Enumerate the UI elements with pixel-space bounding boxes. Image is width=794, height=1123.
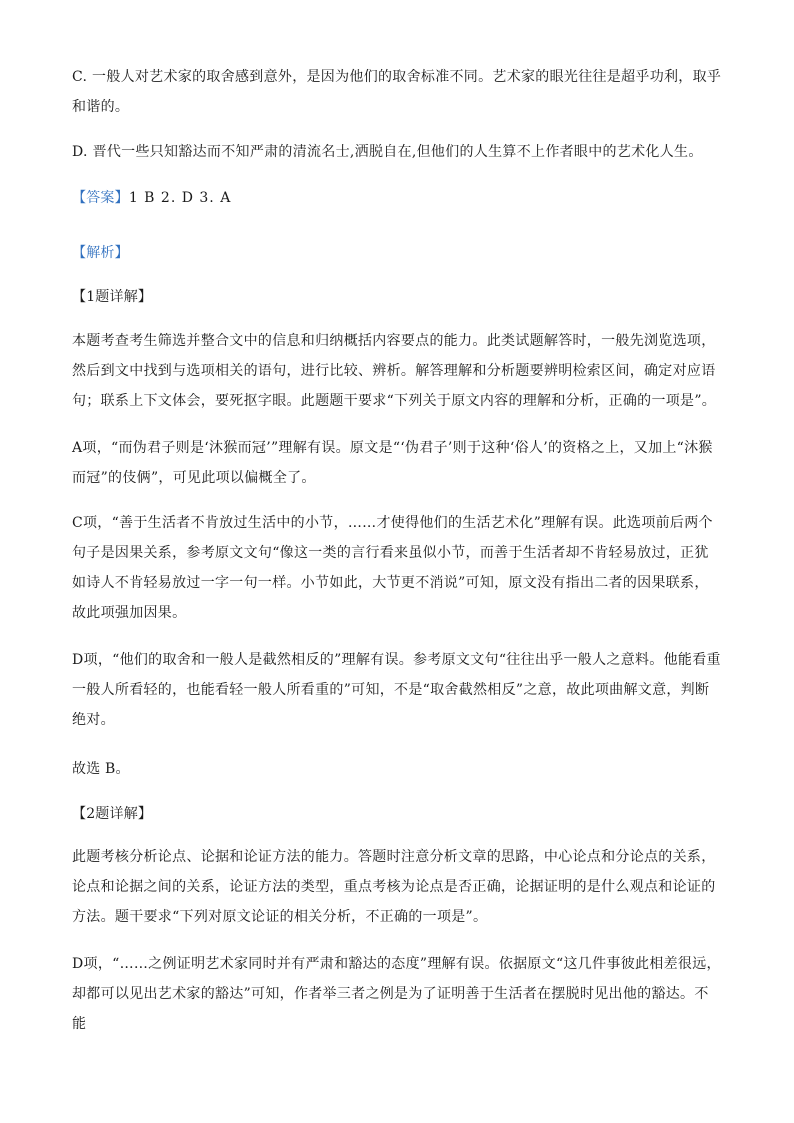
q1-heading: 【1题详解】 [72,289,153,305]
answer-line [72,189,231,207]
option-d: D. 晋代一些只知豁达而不知严肃的清流名士,洒脱自在,但他们的人生算不上作者眼中的艺术化人生。 [72,144,703,160]
q2-heading: 【2题详解】 [72,806,153,822]
answer-text: 1 B 2. D 3. A [128,190,232,206]
q2-intro: 此题考核分析论点、论据和论证方法的能力。答题时注意分析文章的思路，中心论点和分论点的关系，论点和论据之间的关系，论证方法的类型，重点考核为论点是否正确，论据证明的是什么观点和论证的方法。题干要求“下列对原文论证的相关分析，不正确的一项是”。 [72,849,716,925]
q2-option-d: D项，“……之例证明艺术家同时并有严肃和豁达的态度”理解有误。依据原文“这几件事彼此相差很远，却都可以见出艺术家的豁达”可知，作者举三者之例是为了证明善于生活者在摆脱时见出他的豁达。不能 [72,956,721,1032]
option-c: C. 一般人对艺术家的取舍感到意外，是因为他们的取舍标准不同。艺术家的眼光往往是超乎功利，取乎和谐的。 [72,69,722,115]
q1-option-a: A项，“而伪君子则是‘沐猴而冠’”理解有误。原文是“‘伪君子’则于这种‘俗人’的资格之上，又加上“沐猴而冠”的伎俩”，可见此项以偏概全了。 [72,440,713,486]
q1-intro: 本题考查考生筛选并整合文中的信息和归纳概括内容要点的能力。此类试题解答时，一般先浏览选项，然后到文中找到与选项相关的语句，进行比较、辨析。解答理解和分析题要辨明检索区间，确定对应语句；联系上下文体会，要死抠字眼。此题题干要求“下列关于原文内容的理解和分析，正确的一项是”。 [72,333,717,409]
answer-label: 【答案】 [72,190,129,206]
q1-option-d: D项，“他们的取舍和一般人是截然相反的”理解有误。参考原文文句“往往出乎一般人之意料。他能看重一般人所看轻的，也能看轻一般人所看重的”可知，不是“取舍截然相反”之意，故此项曲解文意，判断绝对。 [72,652,721,728]
q1-conclusion: 故选 B。 [72,761,130,777]
q1-option-c: C项，“善于生活者不肯放过生活中的小节，……才使得他们的生活艺术化”理解有误。此选项前后两个句子是因果关系，参考原文文句“像这一类的言行看来虽似小节，而善于生活者却不肯轻易放过，正犹如诗人不肯轻易放过一字一句一样。小节如此，大节更不消说”可知，原文没有指出二者的因果联系，故此项强加因果。 [72,515,713,621]
analysis-label: 【解析】 [72,245,129,261]
